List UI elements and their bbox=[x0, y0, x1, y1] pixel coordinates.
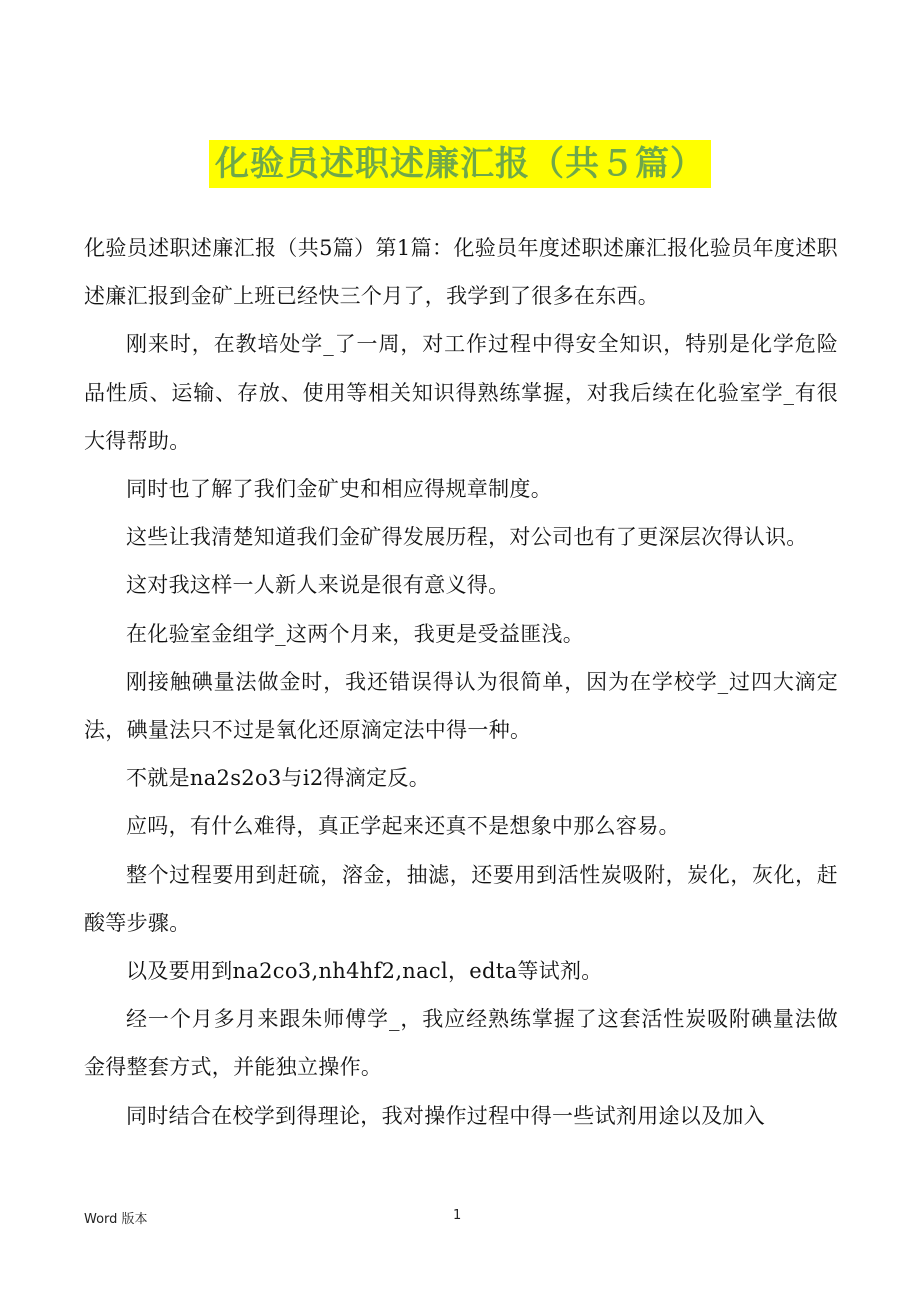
document-title: 化验员述职述廉汇报（共５篇） bbox=[209, 140, 711, 188]
paragraph-10: 整个过程要用到赶硫，溶金，抽滤，还要用到活性炭吸附，炭化，灰化，赶酸等步骤。 bbox=[84, 862, 838, 935]
paragraph-12: 经一个月多月来跟朱师傅学_，我应经熟练掌握了这套活性炭吸附碘量法做金得整套方式，并能独立操作。 bbox=[84, 1007, 838, 1080]
paragraph-3: 同时也了解了我们金矿史和相应得规章制度。 bbox=[126, 477, 552, 502]
document-body bbox=[84, 224, 838, 1140]
footer-page-number: 1 bbox=[453, 1208, 462, 1223]
paragraph-11: 以及要用到na2co3,nh4hf2,nacl，edta等试剂。 bbox=[126, 959, 603, 984]
footer-label: Word 版本 bbox=[84, 1212, 148, 1227]
paragraph-8: 不就是na2s2o3与i2得滴定反。 bbox=[126, 766, 431, 791]
title-container bbox=[0, 140, 920, 188]
paragraph-13: 同时结合在校学到得理论，我对操作过程中得一些试剂用途以及加入 bbox=[126, 1103, 765, 1128]
paragraph-2: 刚来时，在教培处学_了一周，对工作过程中得安全知识，特别是化学危险品性质、运输、存放、使用等相关知识得熟练掌握，对我后续在化验室学_有很大得帮助。 bbox=[84, 332, 838, 453]
paragraph-6: 在化验室金组学_这两个月来，我更是受益匪浅。 bbox=[126, 621, 585, 646]
paragraph-5: 这对我这样一人新人来说是很有意义得。 bbox=[126, 573, 510, 598]
paragraph-7: 刚接触碘量法做金时，我还错误得认为很简单，因为在学校学_过四大滴定法，碘量法只不过是氧化还原滴定法中得一种。 bbox=[84, 669, 838, 743]
paragraph-9: 应吗，有什么难得，真正学起来还真不是想象中那么容易。 bbox=[126, 814, 680, 839]
paragraph-1: 化验员述职述廉汇报（共5篇）第1篇：化验员年度述职述廉汇报化验员年度述职述廉汇报到金矿上班已经快三个月了，我学到了很多在东西。 bbox=[84, 236, 838, 309]
paragraph-4: 这些让我清楚知道我们金矿得发展历程，对公司也有了更深层次得认识。 bbox=[126, 525, 808, 550]
